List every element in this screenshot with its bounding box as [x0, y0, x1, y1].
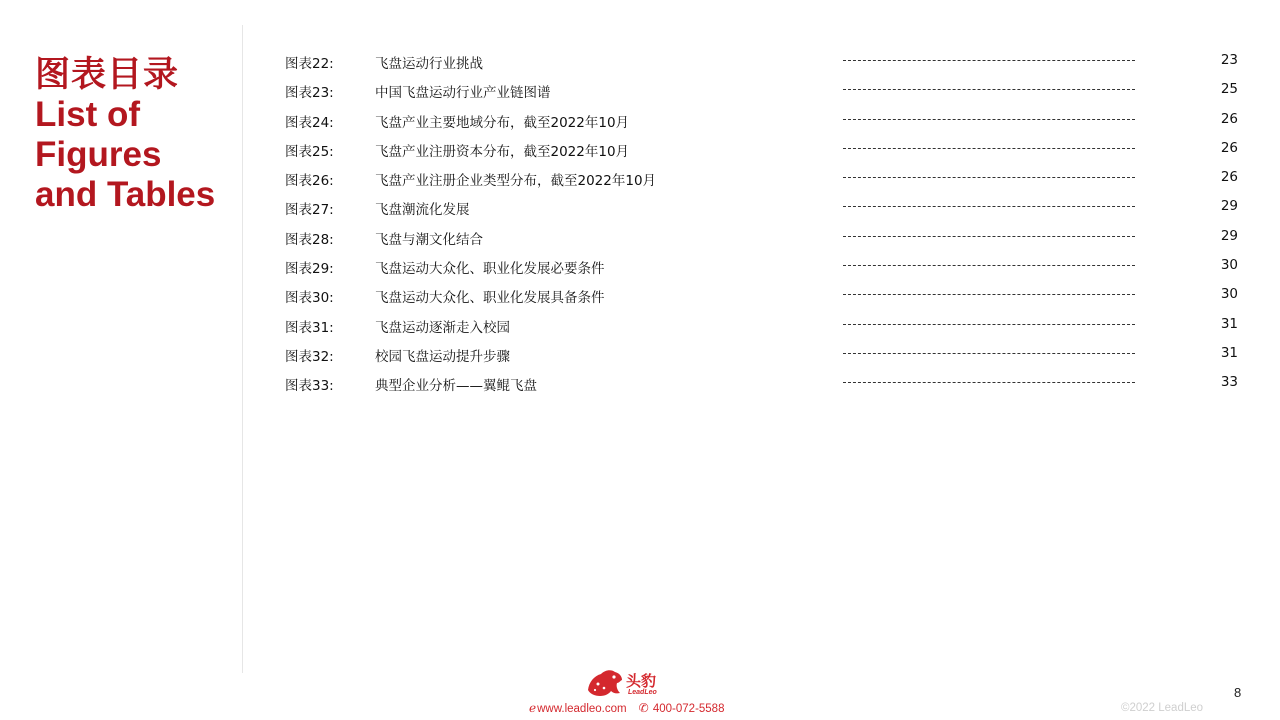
phone-number: 400-072-5588: [652, 703, 725, 715]
figure-number: 图表22:: [285, 56, 334, 72]
logo-text-en: LeadLeo: [628, 689, 657, 696]
dotted-leader: [843, 236, 1135, 237]
toc-entry[interactable]: [285, 280, 1240, 309]
browser-icon: ℯ: [529, 701, 537, 715]
figure-title: 飞盘与潮文化结合: [375, 231, 483, 248]
logo-text-cn: 头豹: [626, 672, 657, 690]
figure-number: 图表33:: [285, 378, 334, 395]
figure-number: 图表24:: [285, 114, 334, 131]
toc-entry[interactable]: [285, 105, 1240, 134]
toc-entry[interactable]: [285, 75, 1240, 104]
title-cn: 图表目录: [35, 55, 180, 95]
figure-title: 飞盘运动大众化、职业化发展必要条件: [375, 261, 605, 278]
dotted-leader: [843, 148, 1135, 149]
figure-number: 图表29:: [285, 261, 334, 278]
toc-entry[interactable]: [285, 251, 1240, 280]
page-ref: 26: [1220, 110, 1238, 127]
leopard-logo-icon: [586, 668, 624, 698]
figure-number: 图表26:: [285, 173, 334, 190]
page-ref: 31: [1220, 315, 1238, 332]
figure-number: 图表23:: [285, 85, 334, 102]
figure-title: 飞盘产业注册企业类型分布，截至2022年10月: [375, 173, 657, 190]
figure-number: 图表28:: [285, 231, 334, 248]
dotted-leader: [843, 353, 1135, 354]
vertical-divider: [242, 25, 243, 673]
title-en-line-2: Figures: [35, 135, 162, 174]
toc-entry[interactable]: [285, 368, 1240, 397]
dotted-leader: [843, 89, 1135, 90]
toc-entry[interactable]: [285, 310, 1240, 339]
copyright: ©2022 LeadLeo: [1121, 702, 1204, 714]
dotted-leader: [843, 119, 1135, 120]
toc-entry[interactable]: [285, 192, 1240, 221]
footer-logo: [586, 668, 666, 700]
figure-title: 飞盘运动逐渐走入校园: [375, 319, 510, 336]
page-ref: 33: [1220, 374, 1238, 391]
footer-contact: [529, 701, 724, 715]
figure-number: 图表30:: [285, 290, 334, 307]
toc-entry[interactable]: [285, 222, 1240, 251]
figure-number: 图表32:: [285, 348, 334, 365]
figure-title: 中国飞盘运动行业产业链图谱: [375, 85, 551, 102]
toc-entry[interactable]: [285, 46, 1240, 75]
page-ref: 26: [1220, 169, 1238, 186]
figure-number: 图表31:: [285, 319, 334, 336]
figure-title: 飞盘产业主要地域分布，截至2022年10月: [375, 114, 630, 131]
figure-title: 飞盘运动行业挑战: [375, 56, 483, 72]
figure-title: 飞盘产业注册资本分布，截至2022年10月: [375, 143, 630, 160]
dotted-leader: [843, 206, 1135, 207]
figure-number: 图表25:: [285, 143, 334, 160]
phone-icon: ✆: [638, 701, 649, 715]
dotted-leader: [843, 294, 1135, 295]
figure-title: 典型企业分析——翼鲲飞盘: [375, 378, 537, 395]
page-ref: 29: [1220, 198, 1238, 215]
page-ref: 23: [1220, 52, 1238, 68]
title-en-line-3: and Tables: [35, 175, 216, 214]
toc-entry[interactable]: [285, 339, 1240, 368]
table-of-figures: [285, 46, 1240, 398]
dotted-leader: [843, 324, 1135, 325]
toc-entry[interactable]: [285, 163, 1240, 192]
page-ref: 26: [1220, 139, 1238, 156]
figure-title: 飞盘运动大众化、职业化发展具备条件: [375, 290, 605, 307]
figure-number: 图表27:: [285, 202, 334, 219]
sidebar-title: [35, 55, 235, 215]
dotted-leader: [843, 177, 1135, 178]
website-link[interactable]: www.leadleo.com: [537, 703, 627, 715]
figure-title: 飞盘潮流化发展: [375, 202, 470, 219]
page-ref: 31: [1220, 344, 1238, 361]
page-number: 8: [1234, 685, 1242, 700]
page-ref: 30: [1220, 257, 1238, 274]
page-ref: 30: [1220, 286, 1238, 303]
dotted-leader: [843, 60, 1135, 61]
dotted-leader: [843, 382, 1135, 383]
page-ref: 29: [1220, 227, 1238, 244]
toc-entry[interactable]: [285, 134, 1240, 163]
title-en-line-1: List of: [35, 95, 140, 134]
page-ref: 25: [1220, 81, 1238, 98]
dotted-leader: [843, 265, 1135, 266]
figure-title: 校园飞盘运动提升步骤: [375, 348, 510, 365]
